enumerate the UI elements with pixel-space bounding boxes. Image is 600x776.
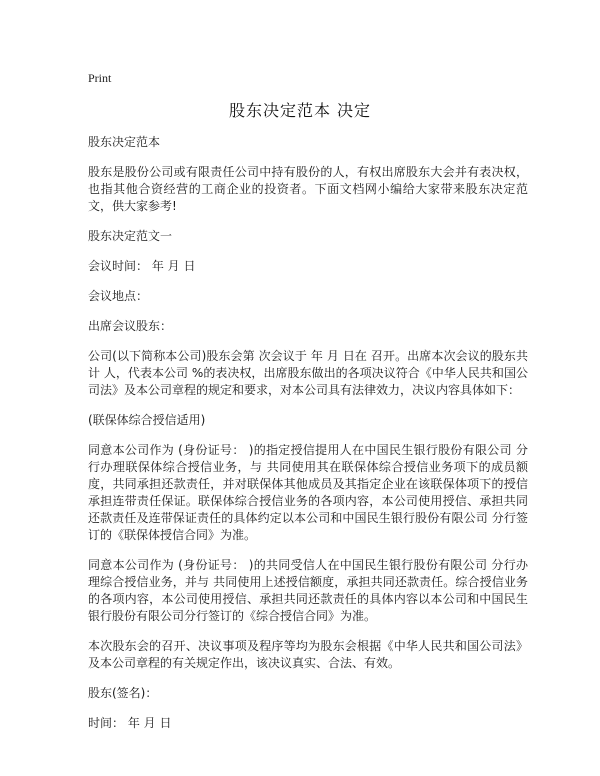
document-title: 股东决定范本 决定 (228, 101, 372, 120)
document-body (88, 134, 528, 745)
meeting-location: 会议地点： (88, 289, 149, 303)
print-label: Print (88, 71, 112, 85)
attending-shareholders: 出席会议股东： (88, 319, 173, 333)
shareholder-signature: 股东(签名)： (88, 686, 158, 700)
meeting-statement: 公司(以下简称本公司)股东会第 次会议于 年 月 日在 召开。出席本次会议的股东共计 人，代表本公司 %的表决权，出席股东做出的各项决议符合《中华人民共和国公司法》及本公司章程的规定和要求，对本公司具有法律效力，决议内容具体如下： (88, 349, 528, 397)
resolution-joint-credit: 同意本公司作为 (身份证号： )的指定授信提用人在中国民生银行股份有限公司 分行办理联保体综合授信业务，与 共同使用其在联保体综合授信业务项下的成员额度，共同承担还款责任，并对联保体其他成员及其指定企业在该联保体项下的授信承担连带责任保证。联保体综合授信业务的各项内容，本公司使用授信、承担共同还款责任及连带保证责任的具体约定以本公司和中国民生银行股份有限公司 分行签订的《联保体授信合同》为准。 (88, 443, 528, 542)
resolution-co-recipient: 同意本公司作为 (身份证号： )的共同受信人在中国民生银行股份有限公司 分行办理综合授信业务，并与 共同使用上述授信额度，承担共同还款责任。综合授信业务的各项内容，本公司使用授信、承担共同还款责任的具体内容以本公司和中国民生银行股份有限公司分行签订的《综合授信合同》为准。 (88, 558, 528, 623)
applicability-note: (联保体综合授信适用) (88, 413, 206, 427)
validity-statement: 本次股东会的召开、决议事项及程序等均为股东会根据《中华人民共和国公司法》及本公司章程的有关规定作出，该决议真实、合法、有效。 (88, 639, 528, 670)
meeting-time: 会议时间： 年 月 日 (88, 259, 196, 273)
intro-paragraph: 股东是股份公司或有限责任公司中持有股份的人，有权出席股东大会并有表决权，也指其他合资经营的工商企业的投资者。下面文档网小编给大家带来股东决定范文，供大家参考! (88, 165, 528, 213)
sample-heading: 股东决定范文一 (88, 229, 173, 243)
section-heading: 股东决定范本 (88, 135, 161, 149)
signature-date: 时间： 年 月 日 (88, 716, 172, 730)
